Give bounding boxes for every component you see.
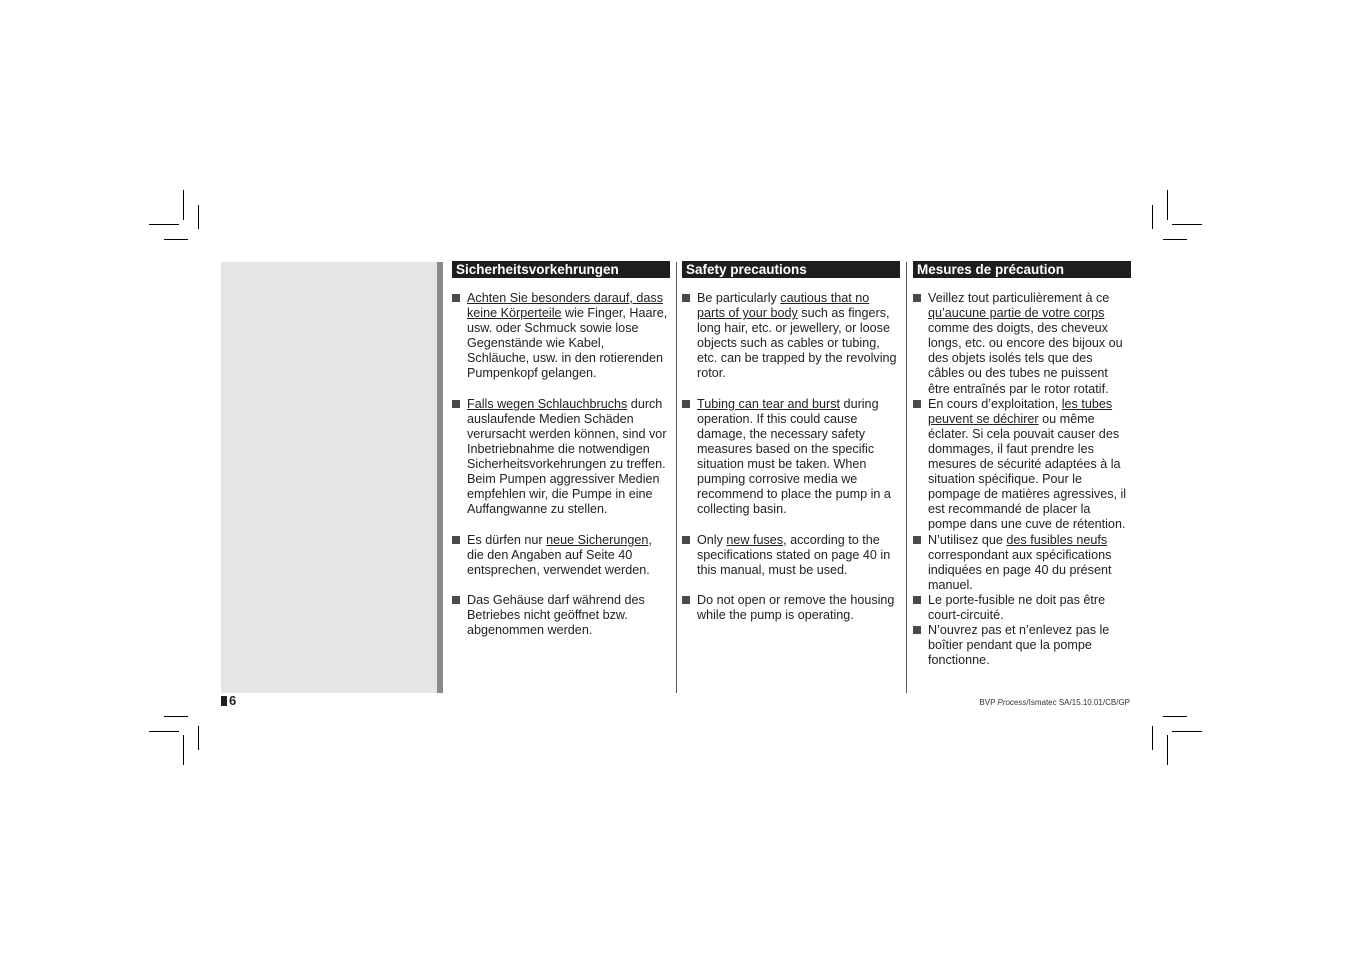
- column-french: [913, 261, 1131, 668]
- square-bullet-icon: [913, 596, 921, 604]
- column-divider: [676, 262, 677, 693]
- square-bullet-icon: [452, 294, 460, 302]
- square-bullet-icon: [452, 536, 460, 544]
- square-bullet-icon: [913, 294, 921, 302]
- column-title: Sicherheitsvorkehrungen: [452, 261, 670, 278]
- square-bullet-icon: [913, 400, 921, 408]
- crop-mark: [198, 205, 199, 229]
- square-bullet-icon: [452, 596, 460, 604]
- list-item: Achten Sie besonders darauf, dass keine Körperteile wie Finger, Haare, usw. oder Schmuck sowie lose Gegenstände wie Kabel, Schläuche, usw. in den rotierenden Pumpenkopf gelangen.: [452, 291, 670, 382]
- crop-mark: [1172, 224, 1202, 225]
- document-reference: BVP Process/Ismatec SA/15.10.01/CB/GP: [979, 698, 1130, 707]
- crop-mark: [1167, 190, 1168, 220]
- column-german: [452, 261, 670, 638]
- list-item: Falls wegen Schlauchbruchs durch auslaufende Medien Schäden verursacht werden können, sind vor Inbetriebnahme die notwendigen Sicherheitsvorkehrungen zu treffen. Beim Pumpen aggressiver Medien empfehlen wir, die Pumpe in eine Auffangwanne zu stellen.: [452, 397, 670, 518]
- column-divider: [906, 262, 907, 693]
- square-bullet-icon: [682, 596, 690, 604]
- margin-bar: [437, 262, 443, 693]
- crop-mark: [149, 731, 179, 732]
- list-item: N’ouvrez pas et n’enlevez pas le boîtier pendant que la pompe fonctionne.: [913, 623, 1131, 668]
- list-item: Do not open or remove the housing while the pump is operating.: [682, 593, 900, 623]
- crop-mark: [1163, 239, 1187, 240]
- column-title: Mesures de précaution: [913, 261, 1131, 278]
- crop-mark: [183, 735, 184, 765]
- square-bullet-icon: [913, 626, 921, 634]
- crop-mark: [164, 716, 188, 717]
- square-bullet-icon: [682, 400, 690, 408]
- list-item: En cours d’exploitation, les tubes peuvent se déchirer ou même éclater. Si cela pouvait causer des dommages, il faut prendre les mesures de sécurité adaptées à la situation spécifique. Pour le pompage de matières agressives, il est recommandé de placer la pompe dans une cuve de rétention.: [913, 397, 1131, 533]
- crop-mark: [1163, 716, 1187, 717]
- list-item: Be particularly cautious that no parts of your body such as fingers, long hair, etc. or jewellery, or loose objects such as cables or tubing, etc. can be trapped by the revolving rotor.: [682, 291, 900, 382]
- list-item: N’utilisez que des fusibles neufs correspondant aux spécifications indiquées en page 40 du présent manuel.: [913, 533, 1131, 593]
- list-item: Le porte-fusible ne doit pas être court-circuité.: [913, 593, 1131, 623]
- crop-mark: [149, 224, 179, 225]
- crop-mark: [1152, 726, 1153, 750]
- crop-mark: [1167, 735, 1168, 765]
- square-bullet-icon: [452, 400, 460, 408]
- square-bullet-icon: [682, 294, 690, 302]
- list-item: Veillez tout particulièrement à ce qu’aucune partie de votre corps comme des doigts, des cheveux longs, etc. ou encore des bijoux ou des objets isolés tels que des câbles ou des tubes ne puissent être entraînés par le rotor rotatif.: [913, 291, 1131, 397]
- list-item: Es dürfen nur neue Sicherungen, die den Angaben auf Seite 40 entsprechen, verwendet werden.: [452, 533, 670, 578]
- page-number: 6: [229, 693, 237, 708]
- square-bullet-icon: [682, 536, 690, 544]
- column-english: [682, 261, 900, 623]
- list-item: Das Gehäuse darf während des Betriebes nicht geöffnet bzw. abgenommen werden.: [452, 593, 670, 638]
- crop-mark: [1152, 205, 1153, 229]
- crop-mark: [183, 190, 184, 220]
- square-bullet-icon: [913, 536, 921, 544]
- crop-mark: [1172, 731, 1202, 732]
- list-item: Only new fuses, according to the specifications stated on page 40 in this manual, must be used.: [682, 533, 900, 578]
- page-marker: [221, 696, 227, 706]
- crop-mark: [164, 239, 188, 240]
- column-title: Safety precautions: [682, 261, 900, 278]
- margin-panel: [221, 262, 437, 693]
- list-item: Tubing can tear and burst during operation. If this could cause damage, the necessary safety measures based on the specific situation must be taken. When pumping corrosive media we recommend to place the pump in a collecting basin.: [682, 397, 900, 518]
- crop-mark: [198, 726, 199, 750]
